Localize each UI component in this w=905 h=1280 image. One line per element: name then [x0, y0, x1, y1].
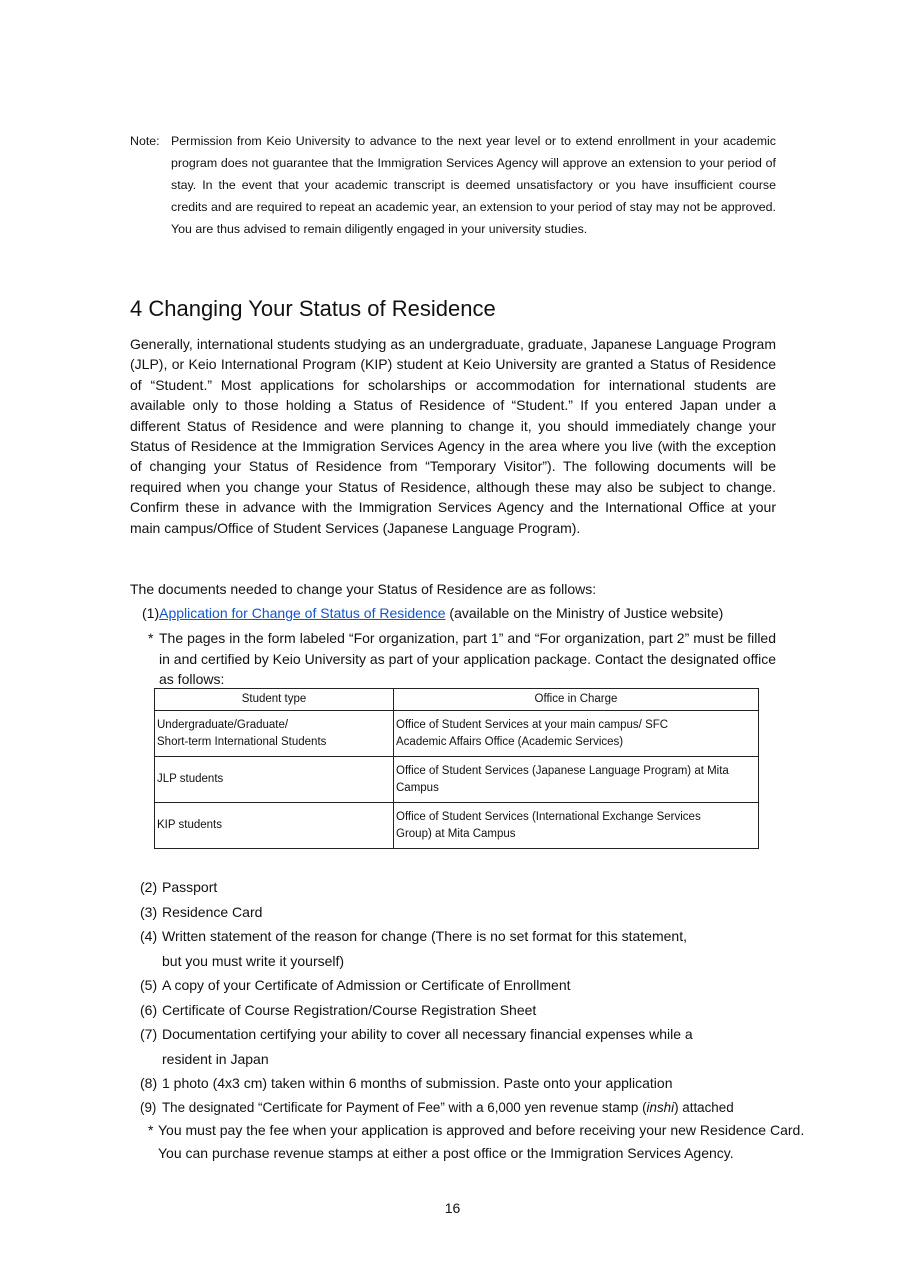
list-item — [140, 875, 840, 900]
student-type-cell — [155, 711, 394, 757]
list-item — [140, 1071, 840, 1096]
item-text: ) attached — [674, 1099, 734, 1115]
office-line: Office of Student Services (Japanese Language Program) at Mita — [396, 764, 729, 777]
item-text: A copy of your Certificate of Admission or Certificate of Enrollment — [162, 977, 571, 993]
note-text: Permission from Keio University to advance to the next year level or to extend enrollment in your academic program does not guarantee that the Immigration Services Agency will approve an extension to your period of stay. In the event that your academic transcript is deemed unsatisfactory or you have insufficient course credits and are required to repeat an academic year, an extension to your period of stay may not be approved. You are thus advised to remain diligently engaged in your university studies. — [171, 134, 776, 236]
asterisk: * — [148, 630, 154, 646]
item-text: but you must write it yourself) — [162, 952, 345, 969]
form-note-text: The pages in the form labeled “For organization, part 1” and “For organization, part 2” must be filled in and certified by Keio University as part of your application package. Contact the designated office as follows: — [159, 630, 776, 687]
student-type-line: KIP students — [157, 819, 222, 831]
list-item — [140, 998, 840, 1023]
item-text: Certificate of Course Registration/Course Registration Sheet — [162, 1001, 537, 1018]
office-table — [154, 688, 759, 849]
item-number: (3) — [140, 903, 158, 920]
student-type-line: Undergraduate/Graduate/ — [157, 718, 289, 731]
list-item — [140, 900, 840, 925]
fee-note-text — [158, 1119, 848, 1165]
office-line: Academic Affairs Office (Academic Services) — [396, 735, 624, 748]
item-text: Written statement of the reason for change (There is no set format for this statement, — [162, 928, 687, 944]
office-line: Office of Student Services at your main campus/ SFC — [396, 718, 669, 731]
list-item — [140, 973, 840, 998]
table-row — [155, 711, 759, 757]
header-office: Office in Charge — [394, 689, 759, 711]
item-text: 1 photo (4x3 cm) taken within 6 months of submission. Paste onto your application — [162, 1075, 673, 1091]
header-student-type: Student type — [155, 689, 394, 711]
section-title: 4 Changing Your Status of Residence — [130, 296, 496, 321]
document-item-1 — [142, 603, 723, 623]
office-line: Office of Student Services (International Exchange Services — [396, 810, 701, 823]
fee-note-line: You can purchase revenue stamps at either a post office or the Immigration Services Agency. — [158, 1145, 734, 1161]
table-row — [155, 803, 759, 849]
fee-note — [148, 1119, 848, 1165]
office-cell — [394, 711, 759, 757]
office-cell — [394, 757, 759, 803]
item-number: (1) — [142, 605, 160, 621]
student-type-line: JLP students — [157, 773, 224, 785]
item-number: (6) — [140, 1001, 158, 1018]
office-line: Campus — [396, 781, 439, 794]
item-number: (9) — [140, 1099, 157, 1115]
office-cell — [394, 803, 759, 849]
asterisk: * — [148, 1122, 154, 1138]
student-type-line: Short-term International Students — [157, 735, 327, 748]
documents-lead: The documents needed to change your Status of Residence are as follows: — [130, 581, 597, 597]
section-intro: Generally, international students studying as an undergraduate, graduate, Japanese Language Program (JLP), or Keio International Program (KIP) student at Keio University are granted a Status of Residence of “Student.” Most applications for scholarships or accommodation for international students are available only to those holding a Status of Residence of “Student.” If you entered Japan under a different Status of Residence and were planning to change it, you should immediately change your Status of Residence at the Immigration Services Agency in the area where you live (with the exception of changing your Status of Residence from “Temporary Visitor”). The following documents will be required when you change your Status of Residence, although these may also be subject to change. Confirm these in advance with the Immigration Services Agency and the International Office at your main campus/Office of Student Services (Japanese Language Program). — [130, 336, 776, 536]
item-text: Documentation certifying your ability to cover all necessary financial expenses while a — [162, 1026, 693, 1042]
list-item — [140, 1022, 840, 1071]
student-type-cell — [155, 803, 394, 849]
document-list — [140, 875, 840, 1120]
item-number: (8) — [140, 1075, 158, 1091]
table-row — [155, 757, 759, 803]
table-header-row — [155, 689, 759, 711]
item-number: (7) — [140, 1026, 158, 1042]
item-italic-text: inshi — [646, 1099, 675, 1115]
list-item — [140, 924, 840, 973]
fee-note-line: You must pay the fee when your application is approved and before receiving your new Residence Card. — [158, 1122, 805, 1138]
page-number: 16 — [444, 1200, 461, 1216]
note-prefix: Note: — [130, 134, 160, 148]
item-text: The designated “Certificate for Payment of Fee” with a 6,000 yen revenue stamp ( — [162, 1099, 647, 1115]
item-number: (2) — [140, 879, 158, 895]
form-note — [148, 628, 776, 690]
item-number: (5) — [140, 977, 158, 993]
office-line: Group) at Mita Campus — [396, 827, 516, 840]
item-text: resident in Japan — [162, 1050, 269, 1067]
item-text: Residence Card — [162, 903, 263, 920]
item-text: Passport — [162, 879, 218, 895]
student-type-cell — [155, 757, 394, 803]
item-number: (4) — [140, 928, 158, 944]
item-suffix: (available on the Ministry of Justice website) — [445, 605, 724, 621]
list-item — [140, 1096, 840, 1121]
note-paragraph — [130, 130, 776, 240]
application-form-link[interactable]: Application for Change of Status of Residence — [159, 605, 446, 621]
